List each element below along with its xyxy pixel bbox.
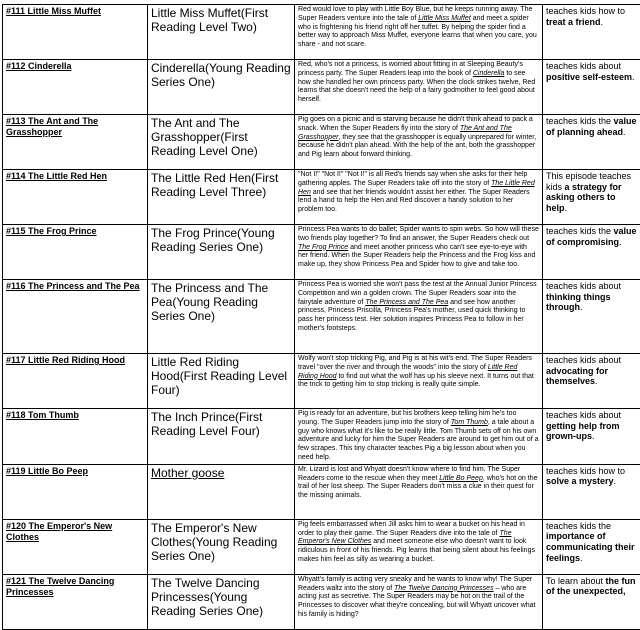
lesson: teaches kids the value of compromising. — [543, 225, 640, 280]
episode-description: "Not I!" "Not I!" "Not I!" is all Red's friends say when she asks for their help gathering apples. The Super Readers take off into the story of The Little Red Hen and see that her friends wouldn't assist her either. The Super Readers lend a hand to help the Hen and Red discover a handy solution to her problem too. — [295, 170, 543, 225]
table-row — [3, 354, 640, 409]
table-row — [3, 170, 640, 225]
story-title: Cinderella — [473, 70, 505, 77]
story-title: The Ant and The Grasshopper — [298, 125, 512, 141]
lesson: To learn about the fun of the unexpected, — [543, 574, 640, 629]
table-row — [3, 115, 640, 170]
episode-description: Whyatt's family is acting very sneaky and he wants to know why! The Super Readers waltz into the story of The Twelve Dancing Princesses – who are acting just as secretive. The Super Readers may be hot on the trail of the Princesses to discover what they're concealing, but will Whyatt uncover what his family is hiding? — [295, 574, 543, 629]
episode-description: Pig is ready for an adventure, but his brothers keep telling him he's too young. The Super Readers jump into the story of Tom Thumb, a tale about a guy who knows what it's like to be really little. Tom Thumb sets off on his own adventure and lucky for him the Super Readers are around to get him out of a few scrapes. This tiny character teaches Pig a big lesson about when you need help. — [295, 409, 543, 465]
table-row — [3, 464, 640, 519]
book-title: The Frog Prince(Young Reading Series One) — [148, 225, 295, 280]
episode-link[interactable]: #115 The Frog Prince — [3, 225, 148, 280]
lesson: teaches kids the importance of communicating their feelings. — [543, 519, 640, 574]
story-title: Little Miss Muffet — [418, 15, 471, 22]
lesson: teaches kids how to solve a mystery. — [543, 464, 640, 519]
lesson: This episode teaches kids a strategy for asking others to help. — [543, 170, 640, 225]
episode-link[interactable]: #114 The Little Red Hen — [3, 170, 148, 225]
lesson: teaches kids how to treat a friend. — [543, 5, 640, 60]
episode-link[interactable]: #119 Little Bo Peep — [3, 464, 148, 519]
lesson: teaches kids about positive self-esteem. — [543, 60, 640, 115]
table-row — [3, 574, 640, 629]
episode-description: Wolfy won't stop tricking Pig, and Pig is at his wit's end. The Super Readers travel "over the river and through the woods" into the story of Little Red Riding Hood to find out what the wolf has up his sleeve next. It turns out that the trick to getting him to stop tricking is really quite simple. — [295, 354, 543, 409]
table-row — [3, 225, 640, 280]
story-title: Little Bo Peep — [439, 475, 483, 482]
table-row — [3, 5, 640, 60]
lesson: teaches kids the value of planning ahead. — [543, 115, 640, 170]
book-title: The Emperor's New Clothes(Young Reading Series One) — [148, 519, 295, 574]
episode-link[interactable]: #120 The Emperor's New Clothes — [3, 519, 148, 574]
episode-description: Princess Pea is worried she won't pass the test at the Annual Junior Princess Competition and win a golden crown. The Super Readers soar into the fairytale adventure of The Princess and The Pea and see how another princess, Princess Priscilla, Princess Pea's mother, used quick thinking to pass her princess test. Her solution inspires Princess Pea to follow in her mother's footsteps. — [295, 280, 543, 354]
episode-description: Mr. Lizard is lost and Whyatt doesn't know where to find him. The Super Readers come to the rescue when they meet Little Bo Peep, who's hot on the trail of her lost sheep. The Super Readers don't miss a clue in their quest for the missing animals. — [295, 464, 543, 519]
book-title: Little Red Riding Hood(First Reading Level Four) — [148, 354, 295, 409]
story-title: Little Red Riding Hood — [298, 364, 517, 380]
story-title: The Princess and The Pea — [365, 299, 448, 306]
table-row — [3, 60, 640, 115]
episode-description: Pig feels embarrassed when Jill asks him to wear a bucket on his head in order to play their game. The Super Readers dive into the tale of The Emperor's New Clothes and meet someone else who doesn't want to look ridiculous in front of his friends. Pig learns that being silent about his feelings makes him feel as silly as wearing a bucket. — [295, 519, 543, 574]
episode-description: Red would love to play with Little Boy Blue, but he keeps running away. The Super Readers venture into the tale of Little Miss Muffet and meet a spider who is frightening his friend right off her tuffet. By helping the spider find a better way to approach Miss Muffet, everyone learns that when you care, you share - and not scare. — [295, 5, 543, 60]
episode-link[interactable]: #121 The Twelve Dancing Princesses — [3, 574, 148, 629]
lesson: teaches kids about advocating for themselves. — [543, 354, 640, 409]
episode-description: Red, who's not a princess, is worried about fitting in at Sleeping Beauty's princess party. The Super Readers leap into the book of Cinderella to see how she handled her own princess party. When the clock strikes twelve, Red learns that she doesn't need the help of a fairy godmother to feel good about herself. — [295, 60, 543, 115]
book-title: Cinderella(Young Reading Series One) — [148, 60, 295, 115]
episode-description: Pig goes on a picnic and is starving because he didn't think ahead to pack a snack. When the Super Readers fly into the story of The Ant and The Grasshopper, they see that the grasshopper is equally unprepared for winter, because he didn't plan ahead. With the help of the ant, both the grasshopper and Pig learn about forward thinking. — [295, 115, 543, 170]
book-title: The Little Red Hen(First Reading Level Three) — [148, 170, 295, 225]
lesson: teaches kids about getting help from grown-ups. — [543, 409, 640, 465]
book-title: The Inch Prince(First Reading Level Four) — [148, 409, 295, 465]
story-title: Tom Thumb — [451, 419, 488, 426]
book-title: The Princess and The Pea(Young Reading Series One) — [148, 280, 295, 354]
book-title: Little Miss Muffet(First Reading Level Two) — [148, 5, 295, 60]
episode-link[interactable]: #111 Little Miss Muffet — [3, 5, 148, 60]
episode-link[interactable]: #116 The Princess and The Pea — [3, 280, 148, 354]
story-title: The Twelve Dancing Princesses — [394, 585, 493, 592]
episode-link[interactable]: #118 Tom Thumb — [3, 409, 148, 465]
book-title: The Ant and The Grasshopper(First Reading Level One) — [148, 115, 295, 170]
lesson: teaches kids about thinking things through. — [543, 280, 640, 354]
story-title: The Frog Prince — [298, 244, 348, 251]
table-row — [3, 519, 640, 574]
table-row — [3, 409, 640, 465]
episode-description: Princess Pea wants to do ballet; Spider wants to spin webs. So how will these two friends play together? To find an answer, the Super Readers check out The Frog Prince and meet another princess who can't see eye-to-eye with her friend. When the Super Readers help the Princess and the Frog kiss and make up, they show Princess Pea and Spider how to give and take too. — [295, 225, 543, 280]
table-row — [3, 280, 640, 354]
story-title: The Little Red Hen — [298, 180, 535, 196]
book-title[interactable]: Mother goose — [148, 464, 295, 519]
episode-link[interactable]: #117 Little Red Riding Hood — [3, 354, 148, 409]
book-title: The Twelve Dancing Princesses(Young Reading Series One) — [148, 574, 295, 629]
episode-link[interactable]: #112 Cinderella — [3, 60, 148, 115]
story-title: The Emperor's New Clothes — [298, 530, 512, 546]
episode-table — [2, 4, 640, 630]
episode-link[interactable]: #113 The Ant and The Grasshopper — [3, 115, 148, 170]
